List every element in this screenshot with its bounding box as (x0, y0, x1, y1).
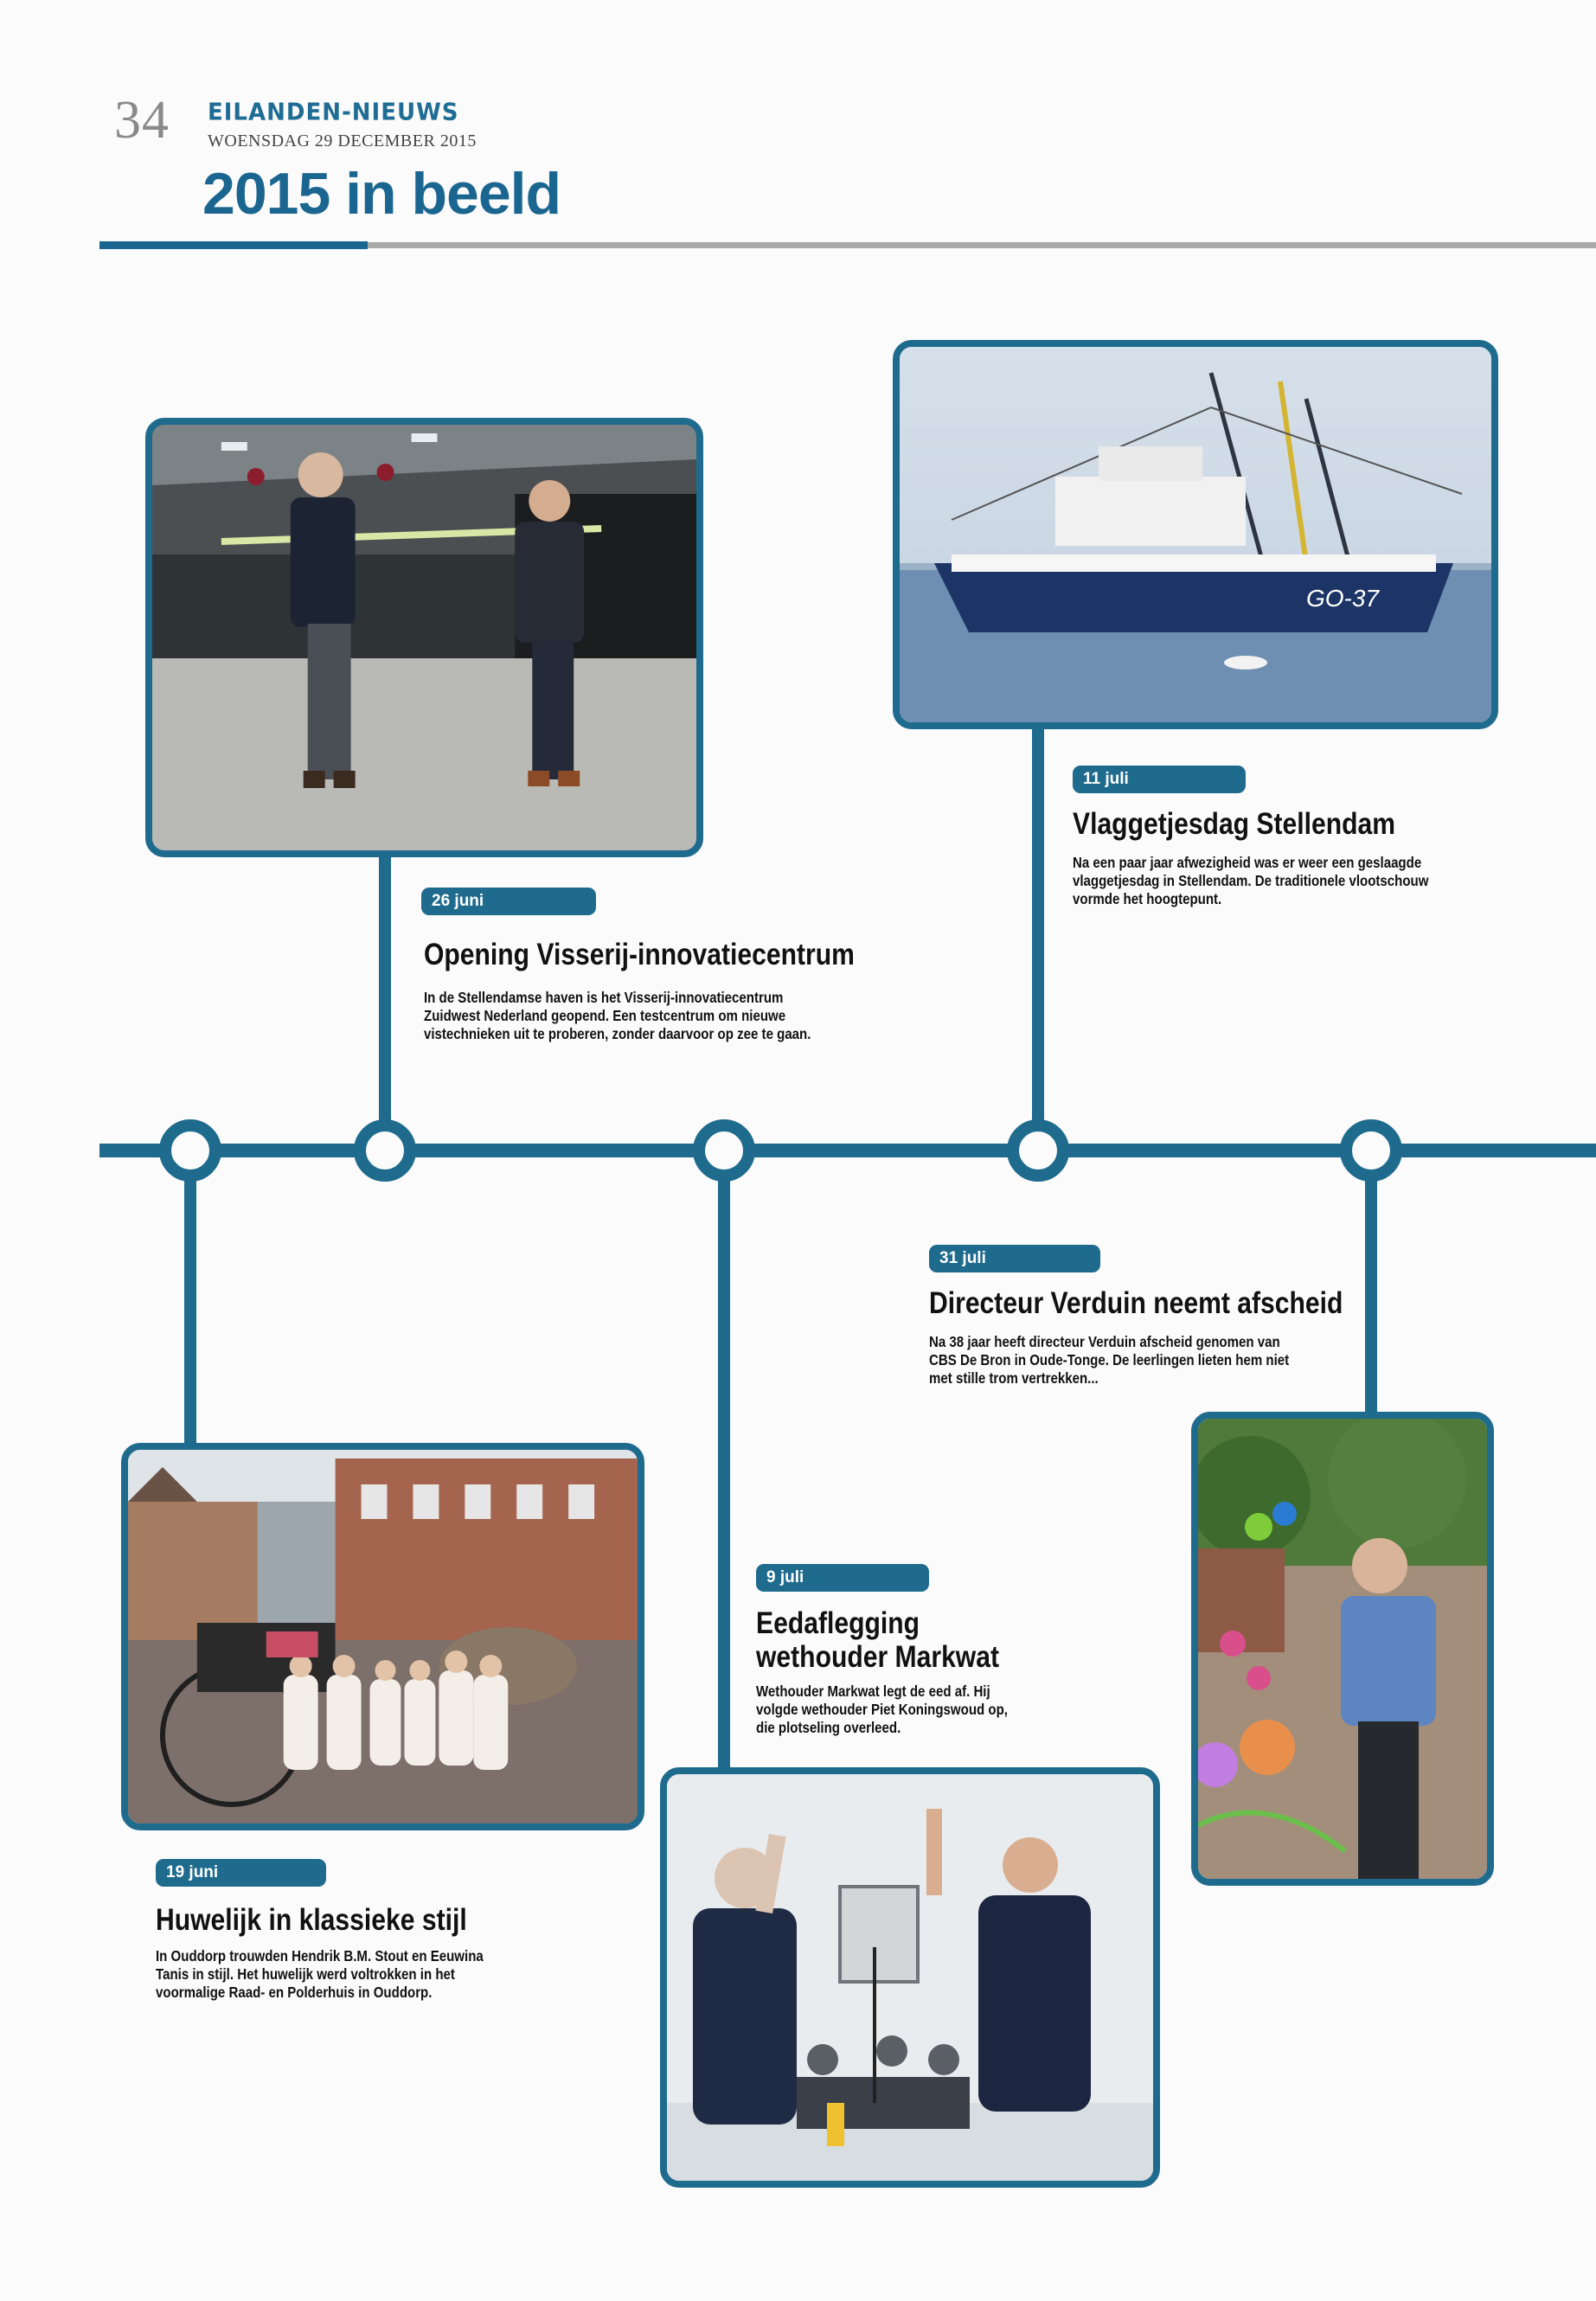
timeline-node (165, 1125, 215, 1176)
headline-opening: Opening Visserij-innovatiecentrum (424, 938, 855, 971)
date-badge-opening: 26 juni (421, 888, 596, 915)
body-line: vlaggetjesdag in Stellendam. De traditionele vlootschouw (1073, 872, 1429, 889)
date-badge-vlaggetjesdag: 11 juli (1073, 766, 1246, 793)
body-line: Wethouder Markwat legt de eed af. Hij (756, 1682, 990, 1700)
page-number: 34 (114, 91, 170, 150)
headline-vlaggetjesdag: Vlaggetjesdag Stellendam (1073, 807, 1396, 841)
date-badge-verduin: 31 juli (929, 1245, 1100, 1272)
body-line: Tanis in stijl. Het huwelijk werd voltrokken in het (156, 1965, 455, 1983)
body-line: volgde wethouder Piet Koningswoud op, (756, 1701, 1008, 1718)
body-line: Na een paar jaar afwezigheid was er weer een geslaagde (1073, 854, 1422, 871)
photo-farewell-director (1191, 1412, 1494, 1886)
body-line: Na 38 jaar heeft directeur Verduin afscheid genomen van (929, 1333, 1280, 1350)
body-line: In Ouddorp trouwden Hendrik B.M. Stout en Eeuwina (156, 1947, 484, 1965)
masthead-logo: EILANDEN-NIEUWS (208, 99, 459, 126)
photo-wedding-carriage (121, 1443, 644, 1830)
body-line: vormde het hoogtepunt. (1073, 890, 1222, 907)
body-line: voormalige Raad- en Polderhuis in Ouddorp. (156, 1984, 433, 2001)
body-line: CBS De Bron in Oude-Tonge. De leerlingen lieten hem niet (929, 1351, 1290, 1368)
issue-date: WOENSDAG 29 DECEMBER 2015 (208, 131, 477, 151)
body-line: vistechnieken uit te proberen, zonder daarvoor op zee te gaan. (424, 1025, 811, 1042)
body-line: Zuidwest Nederland geopend. Een testcentrum om nieuwe (424, 1007, 786, 1024)
photo-opening-ceremony (145, 418, 703, 857)
body-line: In de Stellendamse haven is het Visserij-innovatiecentrum (424, 989, 784, 1006)
headline-verduin: Directeur Verduin neemt afscheid (929, 1286, 1343, 1320)
body-line: met stille trom vertrekken... (929, 1369, 1099, 1387)
timeline-node (360, 1125, 410, 1176)
timeline-node (1346, 1125, 1396, 1176)
boat-marking: GO-37 (1306, 585, 1380, 612)
headline-huwelijk: Huwelijk in klassieke stijl (156, 1903, 467, 1937)
date-badge-huwelijk: 19 juni (156, 1859, 326, 1887)
date-badge-markwat: 9 juli (756, 1564, 929, 1592)
headline-markwat: wethouder Markwat (756, 1640, 999, 1674)
photo-vlaggetjesdag-boat (893, 340, 1498, 729)
photo-oath-ceremony (660, 1767, 1160, 2188)
timeline-node (699, 1125, 749, 1176)
body-line: die plotseling overleed. (756, 1719, 901, 1736)
timeline-node (1013, 1125, 1063, 1176)
section-title: 2015 in beeld (202, 161, 561, 227)
headline-markwat: Eedaflegging (756, 1606, 920, 1640)
